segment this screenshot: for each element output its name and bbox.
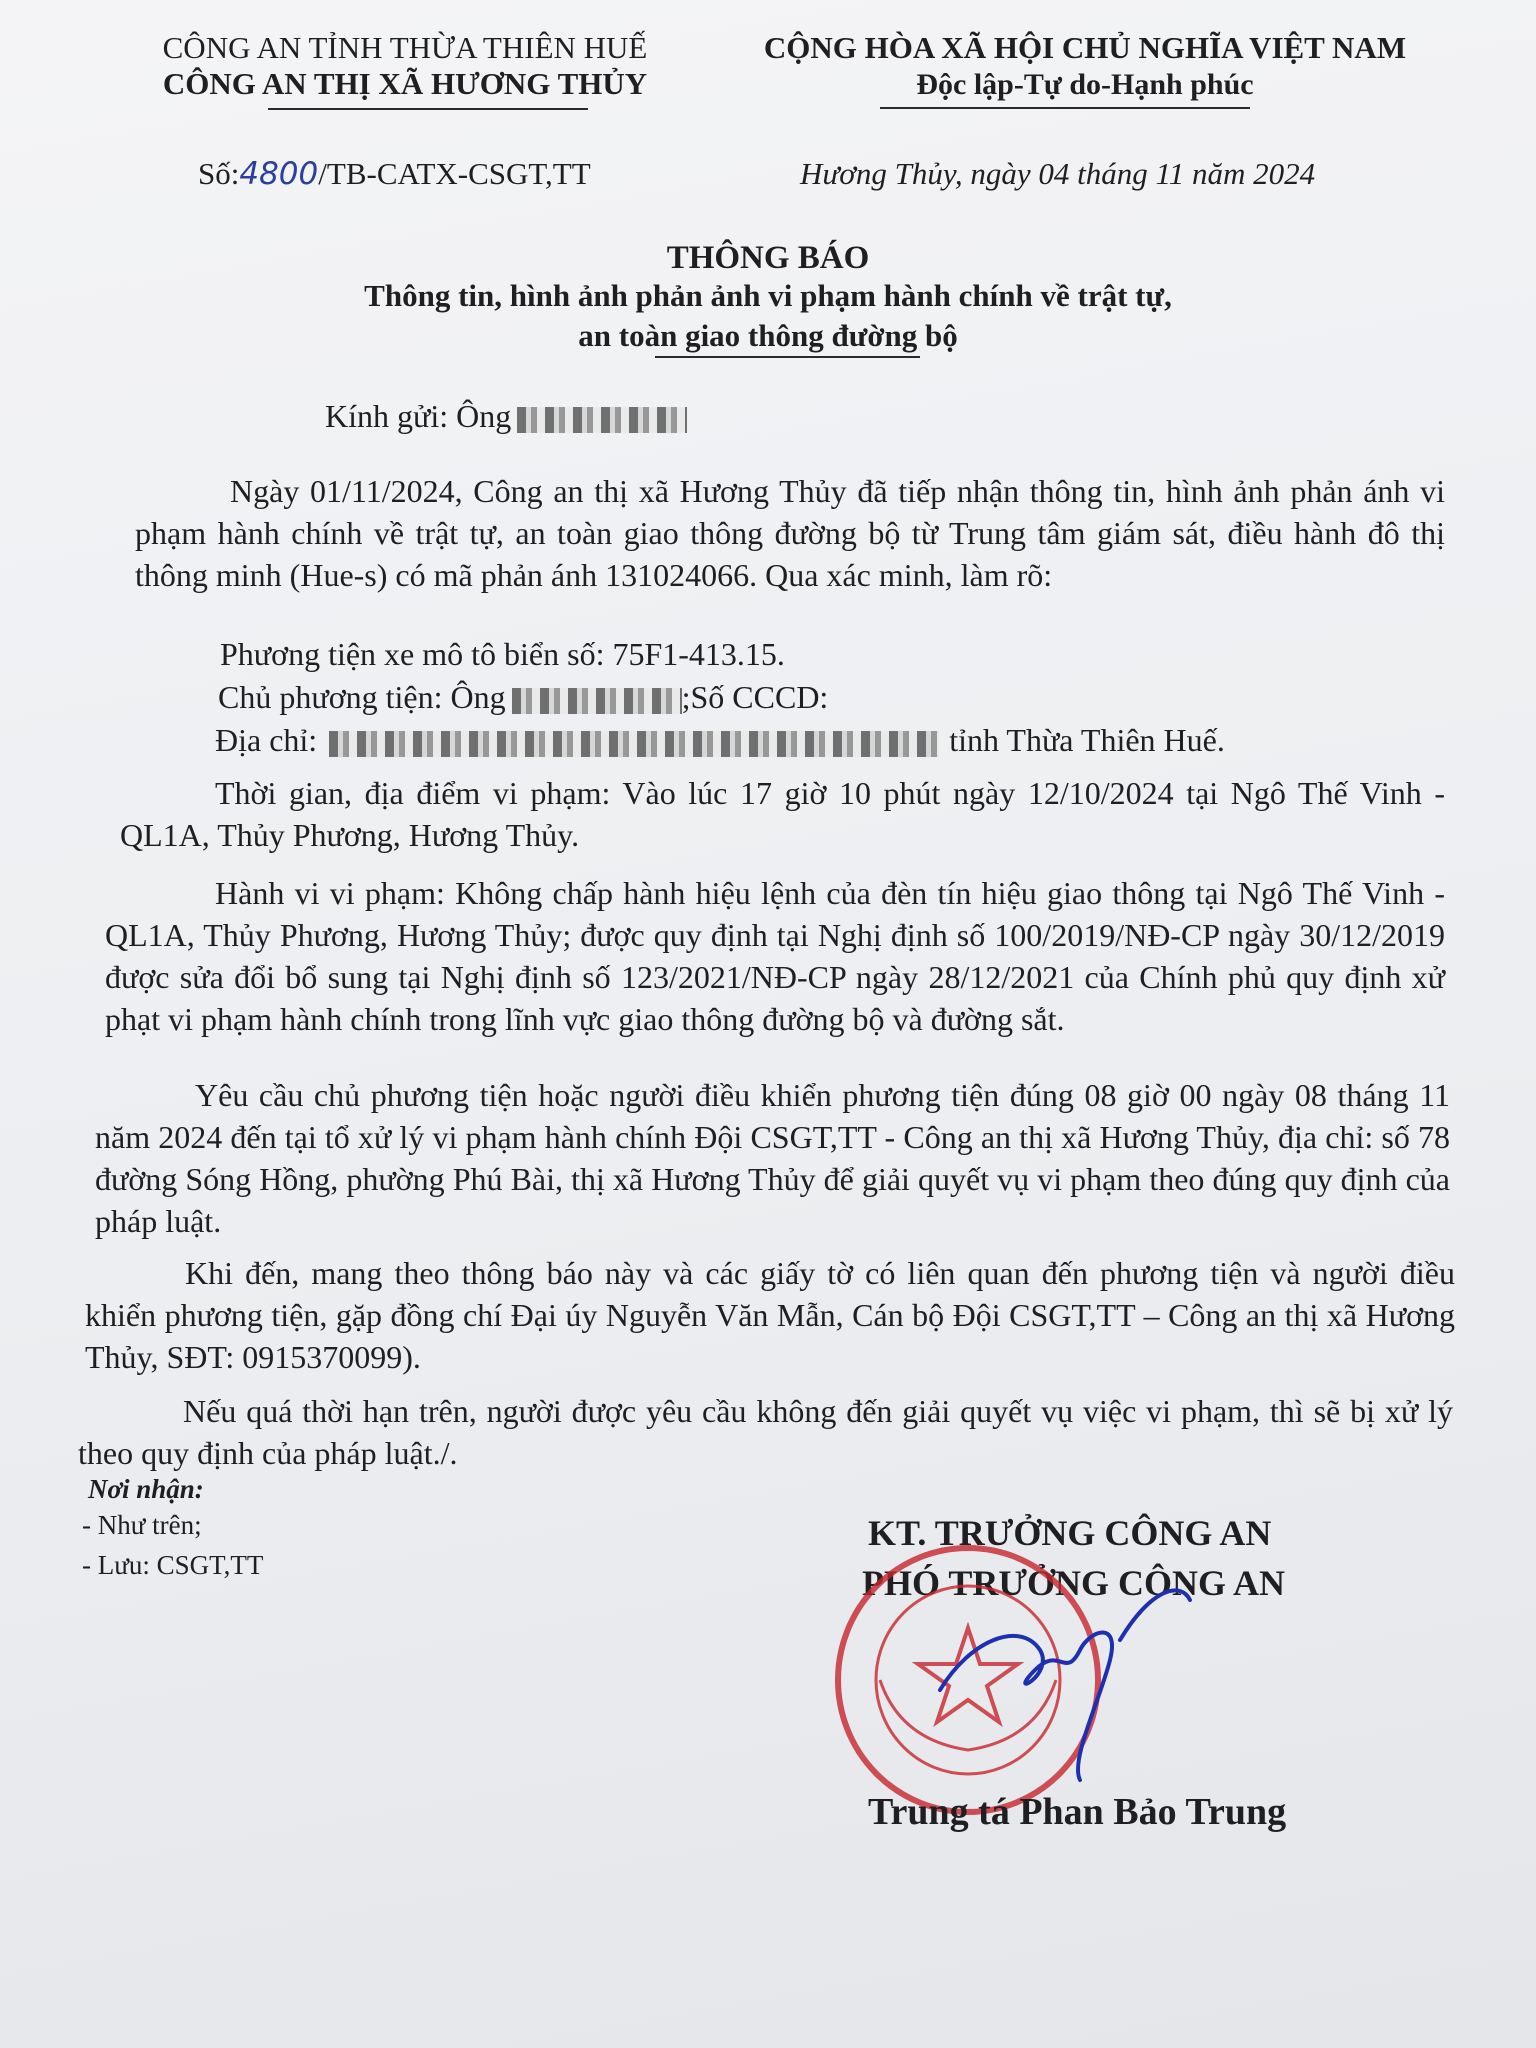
redacted-owner bbox=[512, 688, 682, 714]
signer-title-1: KT. TRƯỞNG CÔNG AN bbox=[868, 1513, 1272, 1553]
cccd-label: ;Số CCCD: bbox=[681, 679, 829, 715]
address-province: tỉnh Thừa Thiên Huế. bbox=[949, 722, 1225, 758]
signer-title-2: PHÓ TRƯỞNG CÔNG AN bbox=[862, 1563, 1286, 1603]
agency-name: CÔNG AN THỊ XÃ HƯƠNG THỦY bbox=[162, 66, 648, 101]
recipient-item: - Như trên; bbox=[82, 1510, 202, 1540]
greeting bbox=[325, 398, 687, 435]
place-date: Hương Thủy, ngày 04 tháng 11 năm 2024 bbox=[800, 156, 1316, 191]
signer-name: Trung tá Phan Bảo Trung bbox=[868, 1791, 1287, 1833]
document-subject-line1: Thông tin, hình ảnh phản ảnh vi phạm hành chính về trật tự, bbox=[364, 278, 1172, 313]
paragraph-time-place: Thời gian, địa điểm vi phạm: Vào lúc 17 giờ 10 phút ngày 12/10/2024 tại Ngô Thế Vinh - QL1A, Thủy Phương, Hương Thủy. bbox=[120, 775, 1445, 853]
address-line bbox=[215, 722, 1225, 759]
paragraph-documents: Khi đến, mang theo thông báo này và các giấy tờ có liên quan đến phương tiện và người điều khiển phương tiện, gặp đồng chí Đại úy Nguyễn Văn Mẫn, Cán bộ Đội CSGT,TT – Công an thị xã Hương Thủy, SĐT: 0915370099). bbox=[85, 1255, 1455, 1375]
agency-underline bbox=[268, 108, 588, 110]
redacted-name bbox=[517, 407, 687, 433]
redacted-address bbox=[329, 731, 939, 757]
agency-parent: CÔNG AN TỈNH THỪA THIÊN HUẾ bbox=[162, 30, 648, 65]
address-label: Địa chỉ: bbox=[215, 722, 318, 758]
national-motto: Độc lập-Tự do-Hạnh phúc bbox=[916, 68, 1254, 101]
recipient-item: - Lưu: CSGT,TT bbox=[82, 1550, 264, 1580]
motto-underline bbox=[880, 107, 1250, 109]
owner-line bbox=[218, 679, 828, 716]
greeting-label: Kính gửi: Ông bbox=[325, 398, 512, 434]
owner-label: Chủ phương tiện: Ông bbox=[218, 679, 506, 715]
handwritten-signature bbox=[940, 1590, 1190, 1780]
paragraph-overdue: Nếu quá thời hạn trên, người được yêu cầu không đến giải quyết vụ việc vi phạm, thì sẽ bị xử lý theo quy định của pháp luật./. bbox=[78, 1393, 1453, 1471]
paragraph-intake: Ngày 01/11/2024, Công an thị xã Hương Thủy đã tiếp nhận thông tin, hình ảnh phản ánh vi phạm hành chính về trật tự, an toàn giao thông đường bộ từ Trung tâm giám sát, điều hành đô thị thông minh (Hue-s) có mã phản ánh 131024066. Qua xác minh, làm rõ: bbox=[135, 473, 1445, 593]
number-suffix: /TB-CATX-CSGT,TT bbox=[318, 156, 591, 191]
recipients-label: Nơi nhận: bbox=[88, 1474, 204, 1504]
national-title: CỘNG HÒA XÃ HỘI CHỦ NGHĨA VIỆT NAM bbox=[763, 30, 1407, 65]
document-number bbox=[198, 156, 591, 192]
title-underline bbox=[655, 356, 920, 358]
paragraph-violation: Hành vi vi phạm: Không chấp hành hiệu lệnh của đèn tín hiệu giao thông tại Ngô Thế Vinh - QL1A, Thủy Phương, Hương Thủy; được quy định tại Nghị định số 100/2019/NĐ-CP ngày 30/12/2019 được sửa đổi bổ sung tại Nghị định số 123/2021/NĐ-CP ngày 28/12/2021 của Chính phủ quy định xử phạt vi phạm hành chính trong lĩnh vực giao thông đường bộ và đường sắt. bbox=[105, 875, 1445, 1037]
document-subject-line2: an toàn giao thông đường bộ bbox=[578, 318, 958, 353]
official-seal bbox=[820, 1530, 1240, 1830]
number-prefix: Số: bbox=[198, 156, 240, 191]
handwritten-number: 4800 bbox=[239, 156, 319, 192]
vehicle-plate: Phương tiện xe mô tô biển số: 75F1-413.15. bbox=[220, 636, 785, 672]
document-title: THÔNG BÁO bbox=[666, 240, 870, 276]
paragraph-request: Yêu cầu chủ phương tiện hoặc người điều khiển phương tiện đúng 08 giờ 00 ngày 08 tháng 11 năm 2024 đến tại tổ xử lý vi phạm hành chính Đội CSGT,TT - Công an thị xã Hương Thủy, địa chỉ: số 78 đường Sóng Hồng, phường Phú Bài, thị xã Hương Thủy để giải quyết vụ vi phạm theo đúng quy định của pháp luật. bbox=[95, 1077, 1450, 1239]
